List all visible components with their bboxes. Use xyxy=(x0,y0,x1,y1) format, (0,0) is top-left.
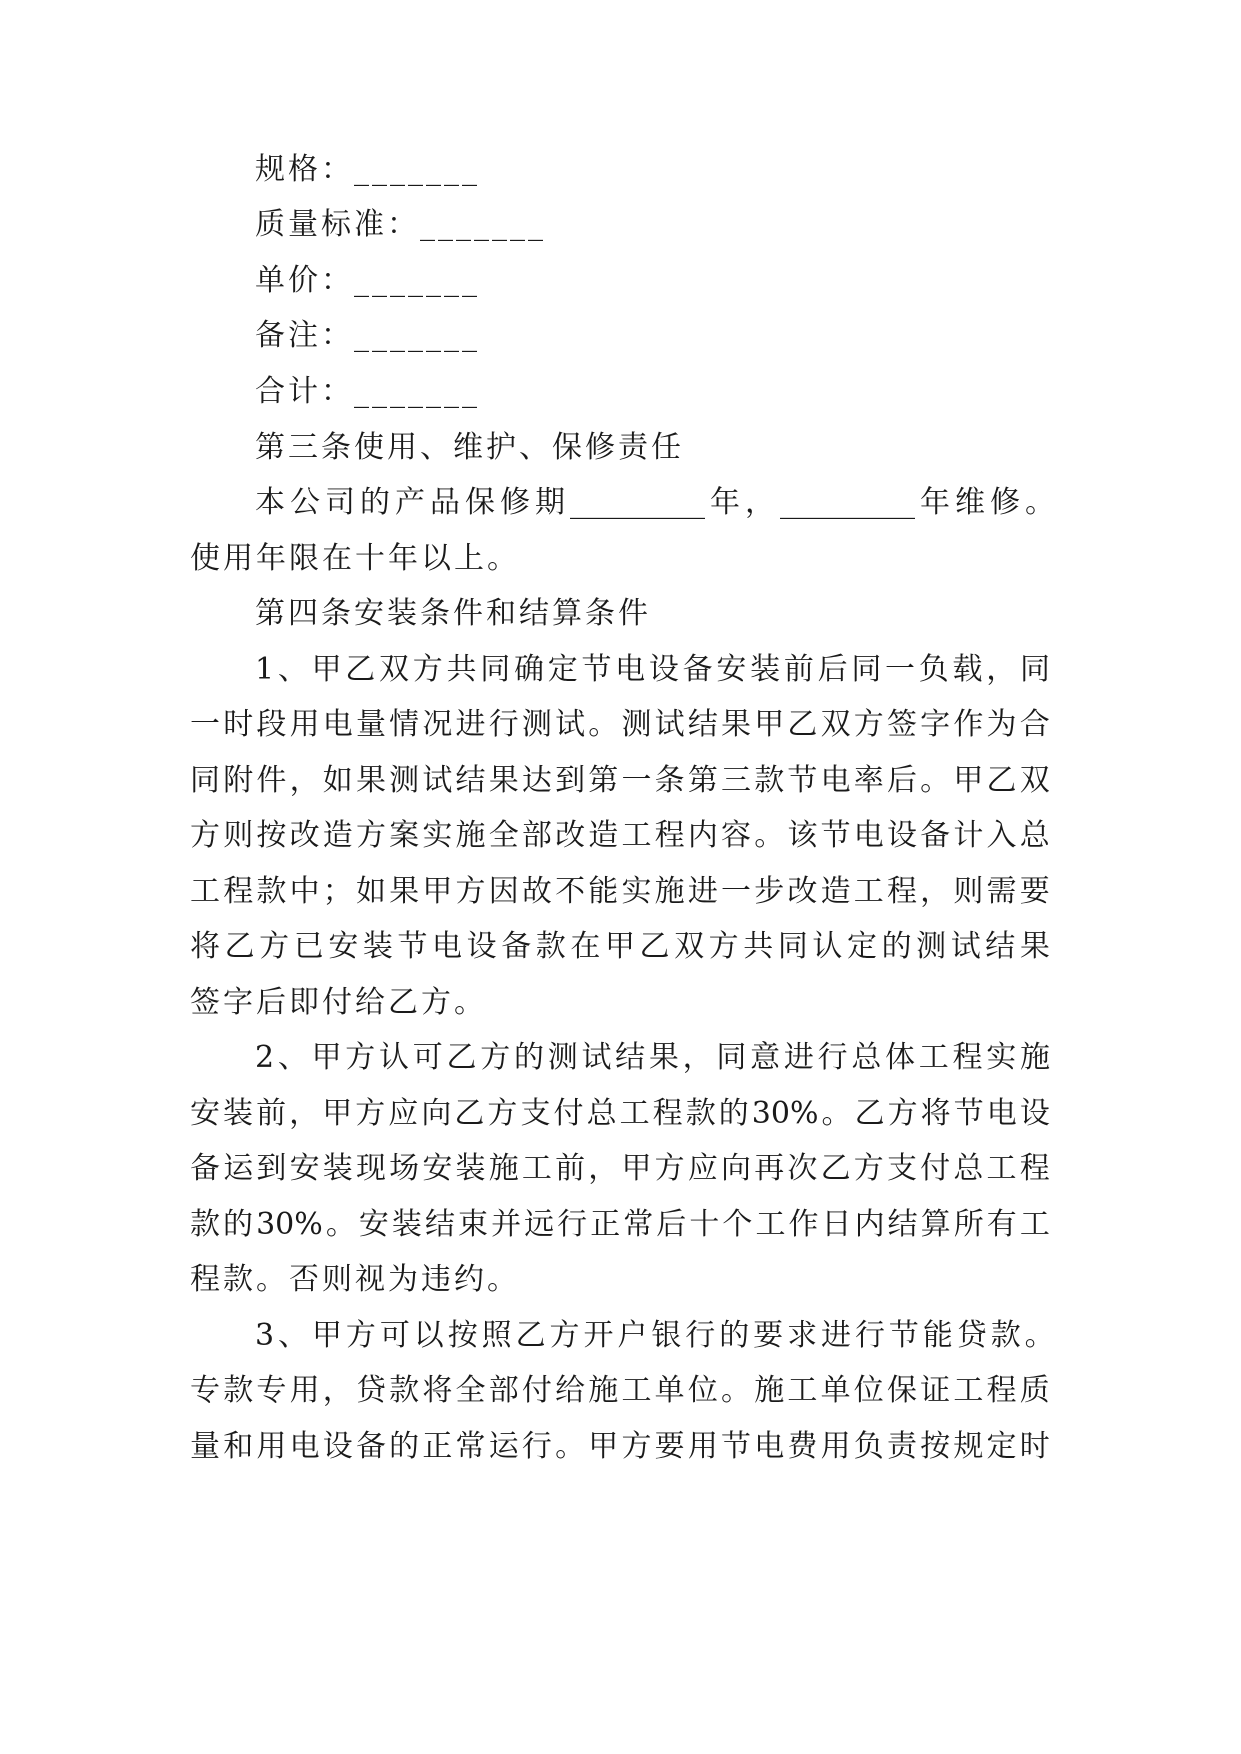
clause-two-line: 备 运 到 安 装 现 场 安 装 施 工 前 ， 甲 方 应 向 再 次 乙 方 支 付 总 工 程 xyxy=(190,1151,1050,1186)
clause-two-line: 款 的 30% 。 安 装 结 束 并 远 行 正 常 后 十 个 工 作 日 内 结 算 所 有 工 xyxy=(190,1207,1050,1242)
warranty-paragraph-line: 本 公 司 的 产 品 保 修 期 _________ 年 ， _________ 年 维 修 。 xyxy=(255,485,1055,520)
clause-one-line: 签字后即付给乙方。 xyxy=(190,985,487,1020)
article-three-heading: 第三条使用、维护、保修责任 xyxy=(255,430,684,465)
remarks-line: 备注：_______ xyxy=(255,318,480,353)
clause-one-line: 同 附 件 ， 如 果 测 试 结 果 达 到 第 一 条 第 三 款 节 电 率 后 。 甲 乙 双 xyxy=(190,763,1050,798)
clause-three-line: 3 、 甲 方 可 以 按 照 乙 方 开 户 银 行 的 要 求 进 行 节 能 贷 款 。 xyxy=(255,1318,1055,1353)
clause-one-line: 一 时 段 用 电 量 情 况 进 行 测 试 。 测 试 结 果 甲 乙 双 方 签 字 作 为 合 xyxy=(190,707,1050,742)
clause-two-line: 程款。否则视为违约。 xyxy=(190,1262,520,1297)
article-four-heading: 第四条安装条件和结算条件 xyxy=(255,596,651,631)
clause-one-line: 方 则 按 改 造 方 案 实 施 全 部 改 造 工 程 内 容 。 该 节 电 设 备 计 入 总 xyxy=(190,818,1050,853)
clause-one-line: 将 乙 方 已 安 装 节 电 设 备 款 在 甲 乙 双 方 共 同 认 定 的 测 试 结 果 xyxy=(190,929,1050,964)
clause-one-line: 工 程 款 中 ； 如 果 甲 方 因 故 不 能 实 施 进 一 步 改 造 工 程 ， 则 需 要 xyxy=(190,874,1050,909)
clause-three-line: 量 和 用 电 设 备 的 正 常 运 行 。 甲 方 要 用 节 电 费 用 负 责 按 规 定 时 xyxy=(190,1429,1050,1464)
warranty-paragraph-line: 使用年限在十年以上。 xyxy=(190,541,520,576)
total-line: 合计：_______ xyxy=(255,374,480,409)
clause-two-line: 安 装 前 ， 甲 方 应 向 乙 方 支 付 总 工 程 款 的 30% 。 乙 方 将 节 电 设 xyxy=(190,1096,1050,1131)
clause-two-line: 2 、 甲 方 认 可 乙 方 的 测 试 结 果 ， 同 意 进 行 总 体 工 程 实 施 xyxy=(255,1040,1050,1075)
spec-line: 规格：_______ xyxy=(255,152,480,187)
clause-one-line: 1 、 甲 乙 双 方 共 同 确 定 节 电 设 备 安 装 前 后 同 一 负 载 ， 同 xyxy=(255,652,1050,687)
unit-price-line: 单价：_______ xyxy=(255,263,480,298)
quality-standard-line: 质量标准：_______ xyxy=(255,207,546,242)
clause-three-line: 专 款 专 用 ， 贷 款 将 全 部 付 给 施 工 单 位 。 施 工 单 位 保 证 工 程 质 xyxy=(190,1373,1050,1408)
